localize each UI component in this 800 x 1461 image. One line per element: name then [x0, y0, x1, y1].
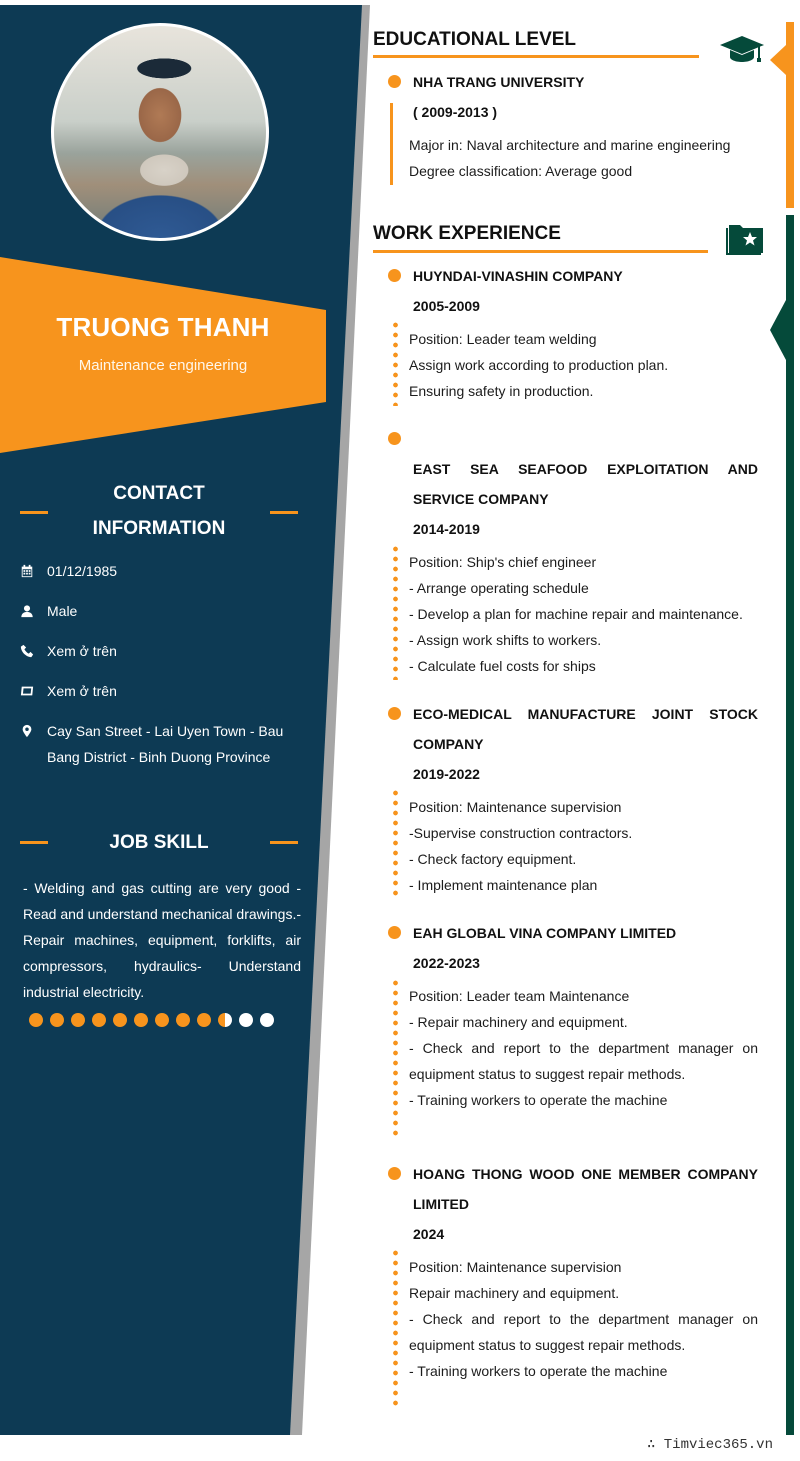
job-period: 2014-2019 — [413, 521, 480, 537]
rating-dot-filled — [71, 1013, 85, 1027]
job-detail-line: - Training workers to operate the machine — [409, 1092, 668, 1108]
rating-dot-filled — [50, 1013, 64, 1027]
phone-icon — [20, 638, 47, 664]
graduation-cap-icon — [720, 34, 764, 64]
timeline-dotted-line — [393, 788, 398, 900]
timeline-dotted-line — [393, 1248, 398, 1408]
contact-list — [20, 558, 300, 784]
rating-dot-filled — [134, 1013, 148, 1027]
job-period: 2019-2022 — [413, 766, 480, 782]
education-heading-underline — [373, 55, 699, 58]
job-detail-line: - Assign work shifts to workers. — [409, 632, 602, 648]
job-details — [409, 326, 758, 404]
timeline-bullet — [388, 432, 401, 445]
timeline-bullet — [388, 707, 401, 720]
job-detail-line: - Arrange operating schedule — [409, 580, 589, 596]
timeline-line — [390, 103, 393, 185]
user-icon — [20, 598, 47, 624]
job-detail-line: - Develop a plan for machine repair and maintenance. — [409, 606, 743, 622]
job-detail-line: Position: Leader team welding — [409, 331, 597, 347]
phone: Xem ở trên — [47, 643, 117, 659]
job-detail-line: - Check factory equipment. — [409, 851, 577, 867]
company-name: HUYNDAI-VINASHIN COMPANY — [413, 268, 623, 284]
company-name-line1: HOANG THONG WOOD ONE MEMBER COMPANY — [413, 1166, 758, 1182]
work-heading-underline — [373, 250, 708, 253]
job-details — [409, 794, 758, 898]
job-period: 2024 — [413, 1226, 445, 1242]
heading-dash-right — [270, 841, 298, 844]
timeline-dotted-line — [393, 320, 398, 406]
company-name-line1: EAST SEA SEAFOOD EXPLOITATION AND — [413, 461, 758, 477]
job-detail-line: - Implement maintenance plan — [409, 877, 598, 893]
company-name-line2: SERVICE COMPANY — [413, 491, 549, 507]
work-heading: WORK EXPERIENCE — [373, 223, 561, 244]
job-detail-line: Ensuring safety in production. — [409, 383, 594, 399]
birthdate: 01/12/1985 — [47, 563, 118, 579]
email: Xem ở trên — [47, 683, 117, 699]
job-period: 2005-2009 — [413, 298, 480, 314]
job-detail-line: - Check and report to the department manager on equipment status to suggest repair methods. — [409, 1040, 758, 1082]
contact-item-birthdate — [20, 558, 300, 584]
contact-heading — [20, 476, 298, 546]
profile-name: TRUONG THANH — [56, 312, 270, 342]
email-icon — [20, 678, 47, 704]
heading-dash-right — [270, 511, 298, 514]
right-orange-notch — [770, 45, 786, 75]
job-detail-line: - Repair machinery and equipment. — [409, 1014, 628, 1030]
job-detail-line: Assign work according to production plan. — [409, 357, 669, 373]
timeline-dotted-line — [393, 544, 398, 680]
job-details — [409, 549, 758, 679]
timeline-bullet — [388, 269, 401, 282]
rating-dot-half — [218, 1013, 232, 1027]
education-heading: EDUCATIONAL LEVEL — [373, 29, 577, 50]
contact-item-address — [20, 718, 300, 770]
company-name: EAH GLOBAL VINA COMPANY LIMITED — [413, 925, 677, 941]
job-detail-line: -Supervise construction contractors. — [409, 825, 633, 841]
job-detail-line: Position: Maintenance supervision — [409, 1259, 622, 1275]
job-detail-line: - Check and report to the department manager on equipment status to suggest repair methods. — [409, 1311, 758, 1353]
company-name-line2: LIMITED — [413, 1196, 469, 1212]
timeline-bullet — [388, 926, 401, 939]
timeline-dotted-line — [393, 978, 398, 1138]
location-icon — [20, 718, 47, 744]
company-name-line1: ECO-MEDICAL MANUFACTURE JOINT STOCK — [413, 706, 758, 722]
gender: Male — [47, 603, 78, 619]
rating-dot-empty — [260, 1013, 274, 1027]
job-detail-line: Position: Ship's chief engineer — [409, 554, 597, 570]
heading-dash-left — [20, 841, 48, 844]
job-details — [409, 983, 758, 1113]
rating-dot-empty — [239, 1013, 253, 1027]
avatar — [51, 23, 269, 241]
watermark: ∴ Timviec365.vn — [646, 1437, 773, 1453]
company-name-line2: COMPANY — [413, 736, 484, 752]
contact-item-email — [20, 678, 300, 704]
job-detail-line: Position: Maintenance supervision — [409, 799, 622, 815]
skill-rating — [29, 1013, 274, 1027]
job-detail-line: Repair machinery and equipment. — [409, 1285, 620, 1301]
folder-star-icon — [725, 223, 765, 257]
profile-title: Maintenance engineering — [78, 357, 248, 374]
rating-dot-filled — [29, 1013, 43, 1027]
education-degree: Degree classification: Average good — [409, 163, 633, 179]
job-details — [409, 1254, 758, 1384]
job-skill-heading — [20, 825, 298, 860]
right-orange-bar — [786, 22, 794, 208]
job-period: 2022-2023 — [413, 955, 480, 971]
job-detail-line: - Training workers to operate the machine — [409, 1363, 668, 1379]
rating-dot-filled — [197, 1013, 211, 1027]
job-skill-heading-label: JOB SKILL — [109, 832, 209, 853]
timeline-bullet — [388, 75, 401, 88]
contact-item-gender — [20, 598, 300, 624]
contact-heading-line2: INFORMATION — [92, 518, 226, 539]
contact-heading-line1: CONTACT — [113, 483, 205, 504]
address: Cay San Street - Lai Uyen Town - Bau Bang District - Binh Duong Province — [47, 723, 284, 765]
rating-dot-filled — [113, 1013, 127, 1027]
sidebar — [0, 0, 330, 1440]
education-details — [409, 132, 758, 184]
rating-dot-filled — [176, 1013, 190, 1027]
name-block — [0, 312, 326, 374]
job-detail-line: Position: Leader team Maintenance — [409, 988, 630, 1004]
right-green-notch — [770, 300, 786, 360]
right-green-bar — [786, 215, 794, 1435]
rating-dot-filled — [92, 1013, 106, 1027]
education-major: Major in: Naval architecture and marine engineering — [409, 137, 731, 153]
education-period: ( 2009-2013 ) — [413, 104, 498, 120]
rating-dot-filled — [155, 1013, 169, 1027]
school-name: NHA TRANG UNIVERSITY — [413, 74, 585, 90]
job-skill-text: - Welding and gas cutting are very good - Read and understand mechanical drawings.- Repair machines, equipment, forklifts, air compressors, hydraulics- Understand industrial electricity. — [23, 880, 301, 1000]
calendar-icon — [20, 558, 47, 584]
heading-dash-left — [20, 511, 48, 514]
job-detail-line: - Calculate fuel costs for ships — [409, 658, 596, 674]
timeline-bullet — [388, 1167, 401, 1180]
contact-item-phone — [20, 638, 300, 664]
